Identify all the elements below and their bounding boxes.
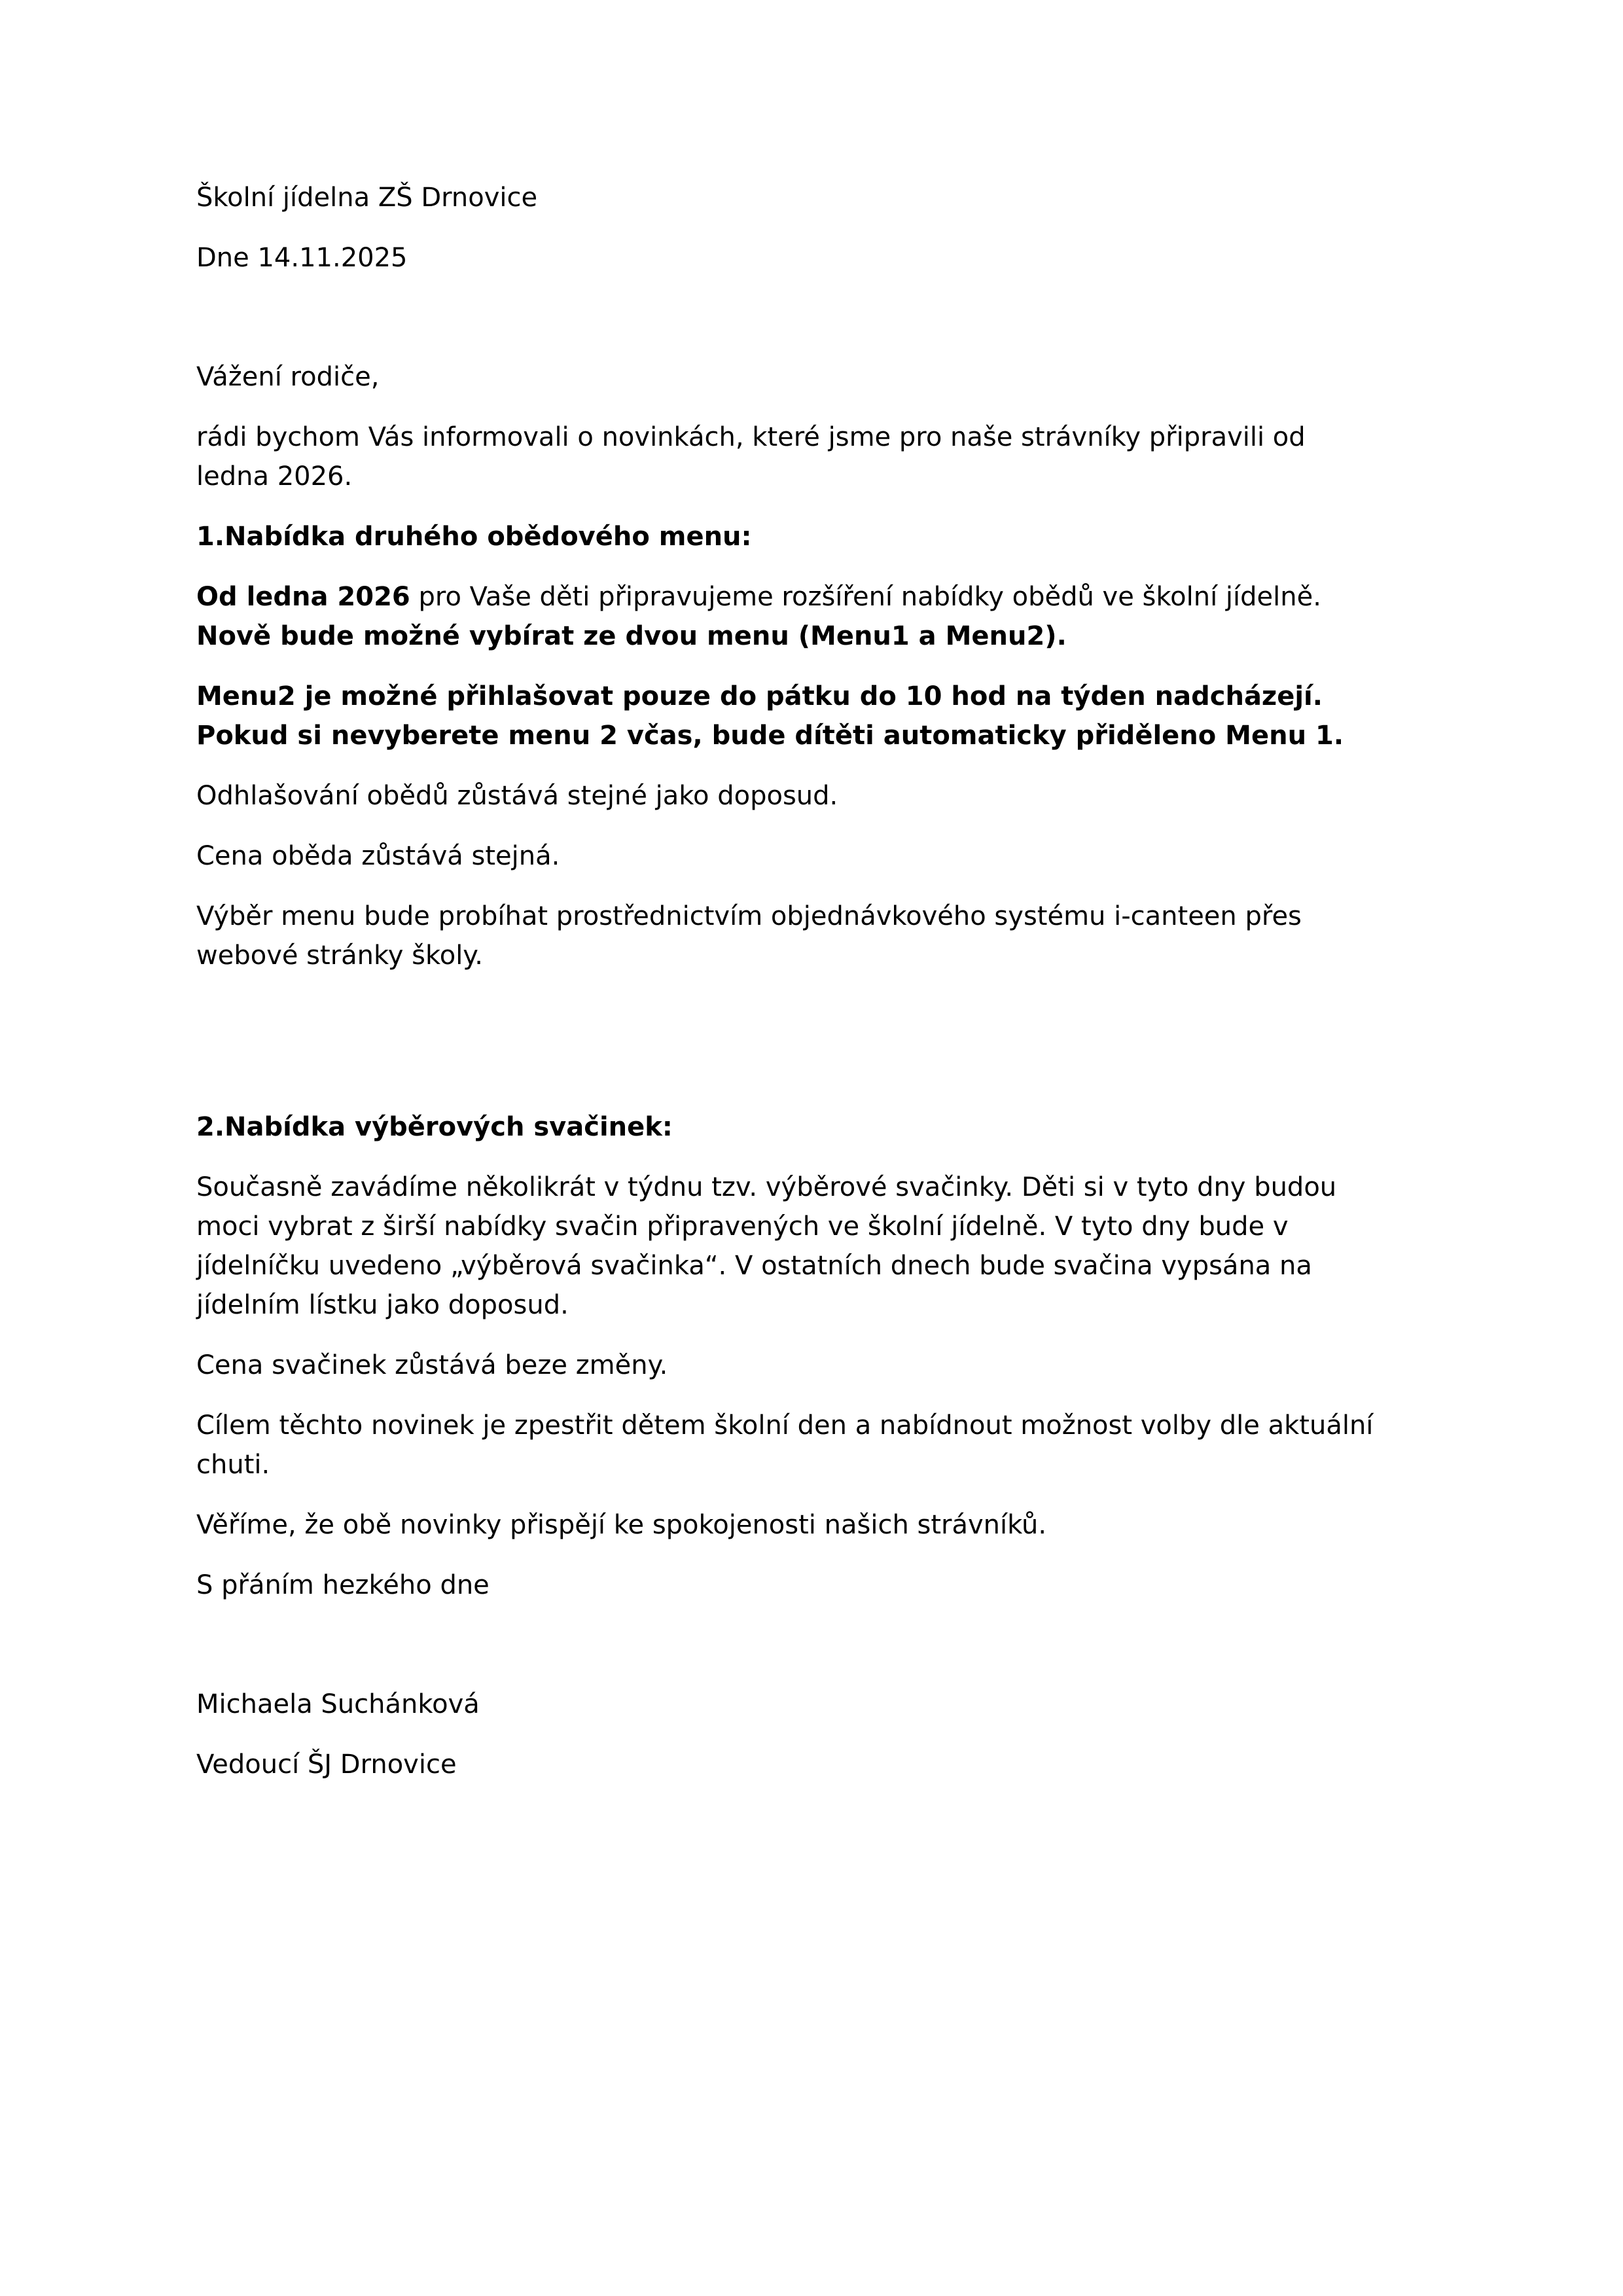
section1-announce-paragraph: [196, 577, 1427, 656]
deadline-line-1: Menu2 je možné přihlašovat pouze do pátku do 10 hod na týden nadcházejí.: [196, 681, 1323, 711]
signature-role-paragraph: [196, 1745, 1427, 1784]
hope-text: Věříme, že obě novinky přispějí ke spokojenosti našich strávníků.: [196, 1510, 1047, 1540]
section2-heading-text: 2.Nabídka výběrových svačinek:: [196, 1112, 673, 1142]
lunch-price-text: Cena oběda zůstává stejná.: [196, 841, 560, 871]
sender-line: [196, 178, 1427, 217]
section1-ordering-paragraph: [196, 897, 1427, 975]
closing-paragraph: [196, 1566, 1427, 1605]
sender-text: Školní jídelna ZŠ Drnovice: [196, 183, 538, 213]
salutation: [196, 357, 1427, 397]
section2-heading: [196, 1107, 1427, 1147]
snack-price-text: Cena svačinek zůstává beze změny.: [196, 1350, 668, 1380]
intro-line-1: rádi bychom Vás informovali o novinkách, které jsme pro naše strávníky připravili od: [196, 422, 1306, 452]
intro-line-2: ledna 2026.: [196, 461, 353, 492]
section1-heading: [196, 517, 1427, 556]
date-line: [196, 238, 1427, 278]
description-line-2: moci vybrat z širší nabídky svačin připravených ve školní jídelně. V tyto dny bude v: [196, 1211, 1289, 1242]
blank-line: [196, 298, 1427, 357]
section2-hope-paragraph: [196, 1505, 1427, 1545]
section2-price-paragraph: [196, 1346, 1427, 1385]
cancellation-text: Odhlašování obědů zůstává stejné jako doposud.: [196, 781, 838, 811]
section1-heading-text: 1.Nabídka druhého obědového menu:: [196, 522, 752, 552]
date-text: Dne 14.11.2025: [196, 243, 408, 273]
section1-announce-line-1: [196, 577, 1427, 617]
ordering-line-1: Výběr menu bude probíhat prostřednictvím objednávkového systému i-canteen přes: [196, 901, 1302, 931]
section2-description-paragraph: [196, 1168, 1427, 1325]
intro-paragraph: [196, 418, 1427, 496]
description-line-4: jídelním lístku jako doposud.: [196, 1290, 569, 1320]
section1-deadline-paragraph: [196, 677, 1427, 755]
goal-line-1: Cílem těchto novinek je zpestřit dětem školní den a nabídnout možnost volby dle aktuální: [196, 1410, 1374, 1441]
section1-cancellation-paragraph: [196, 776, 1427, 816]
announce-bold-lead: Od ledna 2026: [196, 582, 410, 612]
section2-goal-paragraph: [196, 1406, 1427, 1484]
deadline-line-2: Pokud si nevyberete menu 2 včas, bude dítěti automaticky přiděleno Menu 1.: [196, 721, 1344, 751]
goal-line-2: chuti.: [196, 1450, 270, 1480]
section1-announce-line-2: Nově bude možné vybírat ze dvou menu (Menu1 a Menu2).: [196, 621, 1067, 651]
signature-role-text: Vedoucí ŠJ Drnovice: [196, 1749, 457, 1780]
description-line-3: jídelníčku uvedeno „výběrová svačinka“. V ostatních dnech bude svačina vypsána na: [196, 1251, 1312, 1281]
salutation-text: Vážení rodiče,: [196, 362, 380, 392]
signature-name-text: Michaela Suchánková: [196, 1689, 480, 1719]
blank-line: [196, 1626, 1427, 1685]
description-line-1: Současně zavádíme několikrát v týdnu tzv. výběrové svačinky. Děti si v tyto dny budou: [196, 1172, 1337, 1202]
blank-lines: [196, 996, 1427, 1107]
ordering-line-2: webové stránky školy.: [196, 941, 483, 971]
section1-price-paragraph: [196, 836, 1427, 876]
signature-name-paragraph: [196, 1685, 1427, 1724]
announce-regular-rest: pro Vaše děti připravujeme rozšíření nabídky obědů ve školní jídelně.: [410, 582, 1321, 612]
closing-text: S přáním hezkého dne: [196, 1570, 490, 1600]
